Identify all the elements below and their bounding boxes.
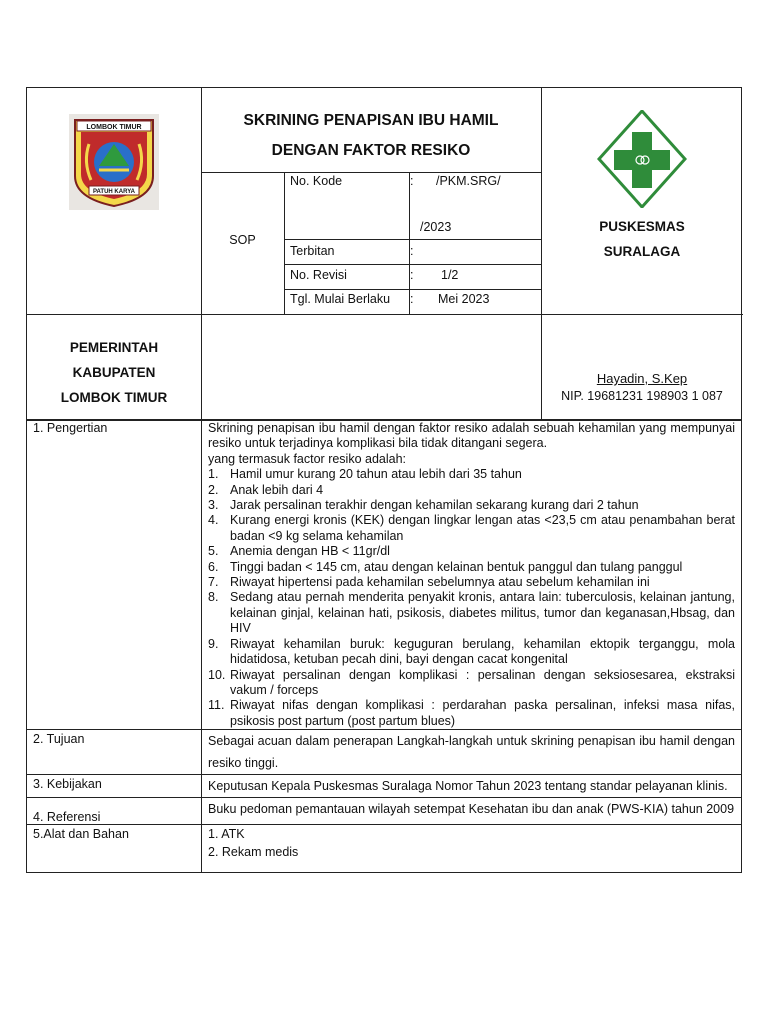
row-alat [27,825,742,873]
content-tujuan: Sebagai acuan dalam penerapan Langkah-langkah untuk skrining penapisan ibu hamil dengan resiko tinggi. [202,730,742,775]
list-item: 1. Hamil umur kurang 20 tahun atau lebih dari 35 tahun [208,467,522,482]
field-tgl-colon: : [410,292,414,306]
title-line-1: SKRINING PENAPISAN IBU HAMIL [243,112,499,129]
label-tujuan: 2. Tujuan [27,730,202,775]
field-no-kode-year: /2023 [420,220,452,234]
field-tgl-value: Mei 2023 [438,292,490,306]
list-item: 2. Anak lebih dari 4 [208,482,324,497]
field-terbitan-label: Terbitan [290,244,335,258]
logo-text-top: LOMBOK TIMUR [86,124,142,131]
puskesmas-line-1: PUSKESMAS [599,219,685,234]
pengertian-intro-2: yang termasuk factor resiko adalah: [208,451,407,466]
list-item: 9. Riwayat kehamilan buruk: keguguran berulang, kehamilan ektopik terganggu, mola hidatidosa, ketuban pecah dini, bayi dengan cacat kongenital [208,636,735,667]
row-pengertian [27,421,742,730]
risk-factor-list [208,467,735,729]
label-kebijakan: 3. Kebijakan [27,775,202,798]
pemerintah-block [27,335,201,410]
pengertian-intro: Skrining penapisan ibu hamil dengan faktor resiko adalah sebuah kehamilan yang mempunyai resiko untuk terjadinya komplikasi bila tidak ditangani segera. [208,421,735,451]
row-kebijakan [27,775,742,798]
signer-name: Hayadin, S.Kep [596,371,688,386]
field-terbitan-colon: : [410,244,414,258]
pemerintah-line-1: PEMERINTAH [69,340,159,355]
puskesmas-logo [597,110,687,208]
document-title [201,106,541,166]
list-item: 11. Riwayat nifas dengan komplikasi : perdarahan paska persalinan, infeksi masa nifas, psikosis post partum (post partum blues) [208,698,735,728]
puskesmas-name [541,214,743,264]
content-referensi: Buku pedoman pemantauan wilayah setempat Kesehatan ibu dan anak (PWS-KIA) tahun 2009 [202,798,742,825]
signer-nip: NIP. 19681231 198903 1 087 [561,389,723,403]
content-kebijakan: Keputusan Kepala Puskesmas Suralaga Nomor Tahun 2023 tentang standar pelayanan klinis. [202,775,742,798]
list-item: 4. Kurang energi kronis (KEK) dengan lingkar lengan atas <23,5 cm atau penambahan berat badan <9 kg selama kehamilan [208,513,735,543]
list-item: 6. Tinggi badan < 145 cm, atau dengan kelainan bentuk panggul dan tulang panggul [208,559,683,574]
field-revisi-value: 1/2 [441,268,459,282]
list-item: 7. Riwayat hipertensi pada kehamilan sebelumnya atau sebelum kehamilan ini [208,575,650,590]
field-no-kode-colon: : [410,174,414,188]
label-referensi: 4. Referensi [27,798,202,825]
logo-text-bottom: PATUH KARYA [92,189,136,195]
field-no-kode-value: /PKM.SRG/ [436,174,501,188]
sop-label: SOP [229,233,256,247]
list-item: 5. Anemia dengan HB < 11gr/dl [208,544,390,559]
sop-document [26,87,742,873]
title-line-2: DENGAN FAKTOR RESIKO [271,142,471,159]
puskesmas-line-2: SURALAGA [603,244,681,259]
sop-body-table [26,420,742,873]
list-item: 3. Jarak persalinan terakhir dengan kehamilan sekarang kurang dari 2 tahun [208,498,639,513]
field-tgl-label: Tgl. Mulai Berlaku [290,292,391,306]
sop-header [26,87,742,315]
list-item: 2. Rekam medis [208,845,299,860]
list-item: 10. Riwayat persalinan dengan komplikasi : persalinan dengan seksiosesarea, ekstraksi vakum / forceps [208,667,735,697]
row-tujuan [27,730,742,775]
label-pengertian: 1. Pengertian [27,421,202,730]
lombok-timur-logo [69,114,159,210]
content-pengertian [202,421,742,730]
field-revisi-label: No. Revisi [290,268,347,282]
field-revisi-colon: : [410,268,414,282]
content-alat [202,825,742,873]
field-no-kode-label: No. Kode [290,174,343,188]
pemerintah-line-3: LOMBOK TIMUR [60,390,168,405]
pemerintah-line-2: KABUPATEN [72,365,156,380]
row-referensi [27,798,742,825]
list-item: 8. Sedang atau pernah menderita penyakit kronis, antara lain: tuberculosis, kelainan jantung, kelainan ginjal, kelainan hati, psikosis, diabetes militus, tumor dan keganasan,Hbsag, dan HIV [208,590,735,636]
list-item: 1. ATK [208,827,245,842]
sop-header-row-2 [26,315,742,420]
label-alat: 5.Alat dan Bahan [27,825,202,873]
